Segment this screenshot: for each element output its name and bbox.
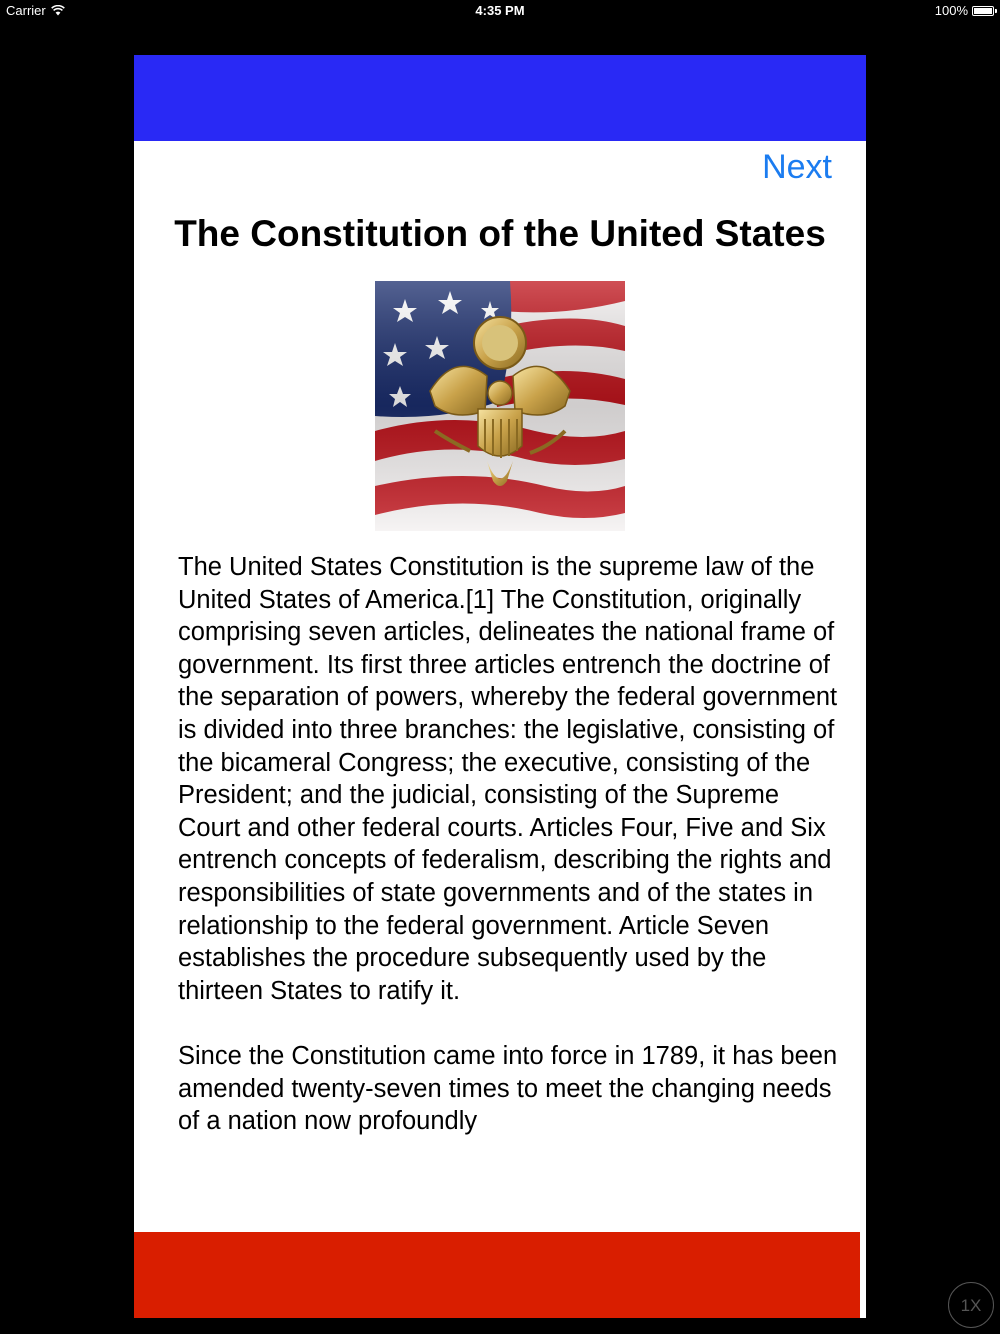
battery-icon xyxy=(972,6,994,16)
paragraph: Since the Constitution came into force in 1789, it has been amended twenty-seven times to meet the changing needs of a nation now profoundly xyxy=(178,1041,838,1136)
app-screen xyxy=(134,55,866,1318)
battery-percent: 100% xyxy=(934,3,968,18)
zoom-scale-button[interactable]: 1X xyxy=(948,1282,994,1328)
top-ad-banner[interactable] xyxy=(134,55,866,141)
paragraph: The United States Constitution is the supreme law of the United States of America.[1] The Constitution, originally comprising seven articles, delineates the national frame of government. Its first three articles entrench the doctrine of the separation of powers, whereby the federal government is divided into three branches: the legislative, consisting of the bicameral Congress; the executive, consisting of the President; and the judicial, consisting of the Supreme Court and other federal courts. Articles Four, Five and Six entrench concepts of federalism, describing the rights and responsibilities of state governments and of the states in relationship to the federal government. Article Seven establishes the procedure subsequently used by the thirteen States to ratify it. xyxy=(178,553,838,1005)
great-seal-flag-image xyxy=(375,281,625,531)
battery-status xyxy=(935,3,994,18)
next-button[interactable]: Next xyxy=(762,148,832,186)
status-bar xyxy=(0,0,1000,22)
clock: 4:35 PM xyxy=(475,3,525,18)
page-title: The Constitution of the United States xyxy=(174,213,826,254)
carrier-label: Carrier xyxy=(6,3,46,18)
article-body xyxy=(178,551,838,1213)
bottom-ad-banner[interactable] xyxy=(134,1232,860,1318)
